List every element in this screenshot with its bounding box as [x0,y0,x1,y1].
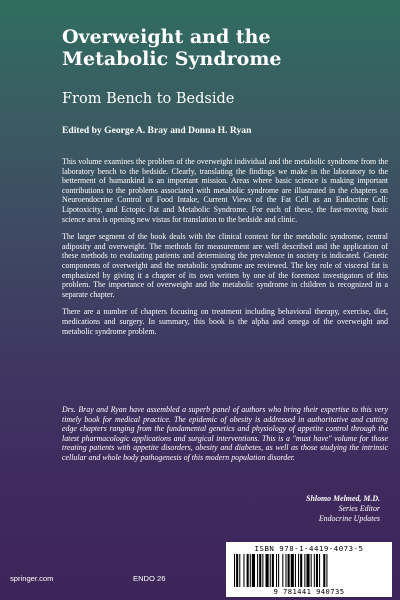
barcode-bar [276,554,277,587]
barcode-bar [314,554,315,587]
barcode-number: 9 781441 940735 [273,587,345,596]
barcode-bar [291,554,294,587]
barcode-bar [323,554,325,587]
barcode-bar [236,554,238,587]
barcode-bar [262,554,263,587]
barcode-bar [306,554,309,587]
endorser-name: Shlomo Melmed, M.D. [306,494,380,503]
barcode-bar [252,554,255,587]
endorsement-attribution [306,494,380,523]
barcode-bar [282,554,283,587]
barcode-bar [311,554,312,587]
description-paragraph-2: The larger segment of the book deals with the clinical context for the metabolic syndrome, central adiposity and overweight. The methods for measurement are well described and the application of these methods to evaluating patients and determining the prevalence in society is indicated. Genetic components of overweight and the metabolic syndrome are reviewed. The key role of visceral fat is emphasized by giving it a chapter of its own written by one of the foremost investigators of this problem. The importance of overweight and the metabolic syndrome in children is recognized in a separate chapter. [62,232,388,299]
isbn-barcode-panel [226,542,392,597]
book-title-line-2: Metabolic Syndrome [62,48,282,70]
barcode-bar [285,554,286,587]
description-paragraph-3: There are a number of chapters focusing on treatment including behavioral therapy, exercise, diet, medications and surgery. In summary, this book is the alpha and omega of the overweight and metabolic syndrome problem. [62,307,388,336]
series-code: ENDO 26 [133,574,166,583]
endorser-series: Endocrine Updates [318,513,380,523]
description-body [62,157,388,344]
barcode-bar [298,554,299,587]
barcode-bar [326,554,327,587]
barcode-bar [288,554,290,587]
editors-credit: Edited by George A. Bray and Donna H. Ryan [62,125,252,136]
barcode-bar [272,554,274,587]
barcode-bar [239,554,240,587]
barcode-bar [247,554,249,587]
barcode-icon [232,554,386,587]
endorsement-quote: Drs. Bray and Ryan have assembled a superb panel of authors who bring their expertise to this very timely book for medical practice. The epidemic of obesity is addressed in authoritative and cutting edge chapters ranging from the fundamental genetics and physiology of appetite control through the latest pharmacologic applications and surgical interventions. This is a "must have" volume for those treating patients with appetite disorders, obesity and diabetes, as well as those studying the intrinsic cellular and whole body pathogenesis of this modern population disorder. [62,405,388,462]
barcode-bar [278,554,279,587]
barcode-bar [234,554,235,587]
book-title [62,26,382,70]
barcode-bar [243,554,244,587]
book-subtitle: From Bench to Bedside [62,91,235,107]
barcode-bar [270,554,271,587]
barcode-bar [316,554,318,587]
barcode-bar [259,554,261,587]
description-paragraph-1: This volume examines the problem of the overweight individual and the metabolic syndrome from the laboratory bench to the bedside. Clearly, translating the findings we make in the laboratory to the betterment of humankind is an important mission. Areas where basic science is making important contributions to the problems associated with metabolic syndrome are illustrated in the chapters on Neuroendocrine Control of Food Intake, Current Views of the Fat Cell as an Endocrine Cell: Lipotoxicity, and Ectopic Fat and Metabolic Syndrome. For each of these, the fast-moving basic science area is opening new vistas for translation to the bedside and clinic. [62,157,388,224]
book-title-line-1: Overweight and the [62,26,271,48]
barcode-bar [319,554,320,587]
barcode-bar [295,554,296,587]
publisher-url: springer.com [10,574,54,583]
barcode-bar [304,554,305,587]
endorser-role: Series Editor [338,503,380,513]
barcode-bar [300,554,302,587]
barcode-bar [250,554,251,587]
barcode-bar [266,554,269,587]
barcode-bar [257,554,258,587]
isbn-label: ISBN 978-1-4419-4073-5 [254,544,364,553]
